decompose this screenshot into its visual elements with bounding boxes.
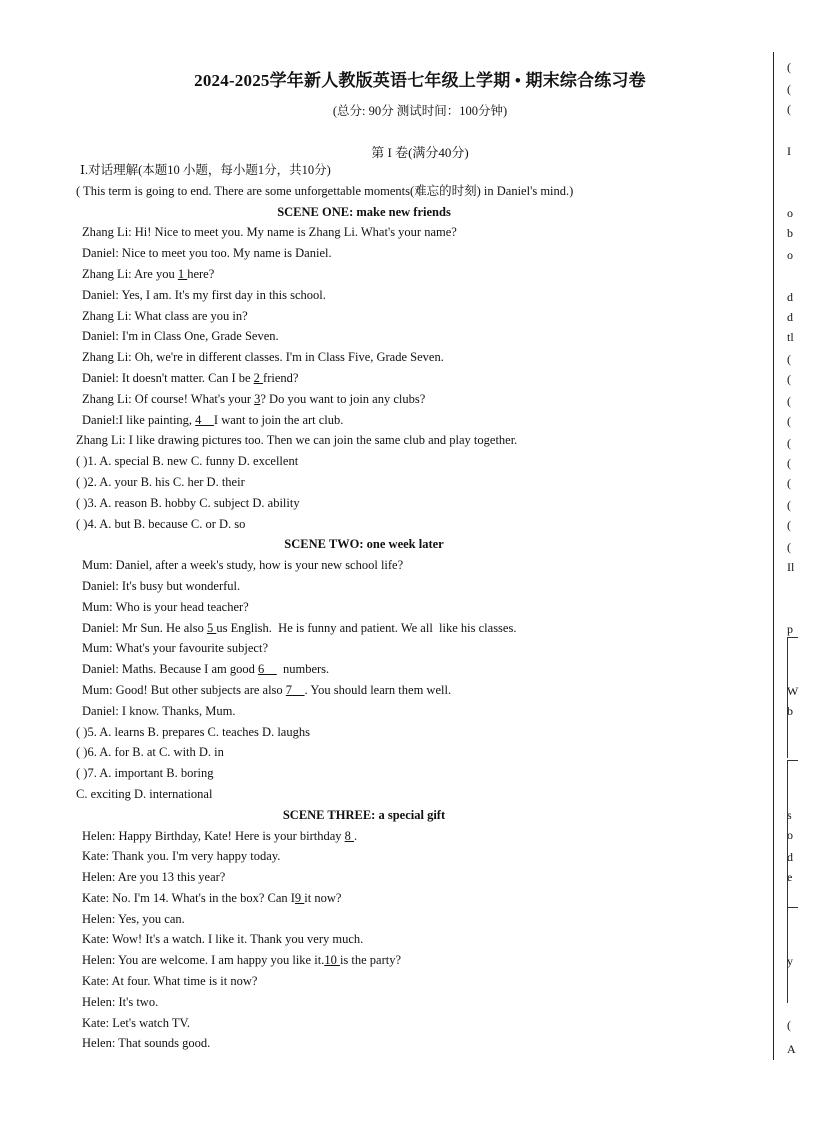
dialogue-text: Kate: No. I'm 14. What's in the box? Can I [82, 890, 295, 905]
column-fragment: ( [787, 540, 791, 554]
dialogue-text: Kate: Let's watch TV. [82, 1015, 191, 1030]
dialogue-line [76, 576, 716, 597]
blank-number: 8 [344, 828, 355, 843]
dialogue-text: Helen: Yes, you can. [82, 911, 185, 926]
dialogue-line [76, 680, 716, 701]
dialogue-text: Kate: Wow! It's a watch. I like it. Thank you very much. [82, 932, 364, 947]
dialogue-text: Daniel: Yes, I am. It's my first day in this school. [82, 287, 326, 302]
column-fragment: e [787, 870, 793, 884]
column-fragment: ( [787, 518, 791, 532]
dialogue-text: Zhang Li: Of course! What's your [82, 391, 255, 406]
column-fragment: o [787, 206, 793, 220]
blank-number: 1 [177, 266, 188, 281]
dialogue-text: here? [187, 266, 215, 281]
section-heading: 第 I 卷(满分40分) [371, 145, 469, 160]
scene-two-options [76, 722, 716, 805]
dialogue-text: Daniel: Mr Sun. He also [82, 620, 207, 635]
dialogue-line [76, 306, 716, 327]
column-fragment: ( [787, 498, 791, 512]
dialogue-text: . You should learn them well. [304, 682, 452, 697]
dialogue-text: Kate: At four. What time is it now? [82, 974, 258, 989]
dialogue-text: Helen: Happy Birthday, Kate! Here is your birthday [82, 828, 345, 843]
dialogue-line [76, 368, 716, 389]
box-border [787, 760, 798, 911]
dialogue-line [76, 243, 716, 264]
blank-number: 6 [258, 662, 277, 677]
box-border [787, 907, 798, 1003]
dialogue-text: Mum: Good! But other subjects are also [82, 682, 286, 697]
dialogue-text: Helen: You are welcome. I am happy you like it. [82, 953, 325, 968]
dialogue-text: . [354, 828, 358, 843]
column-fragment: p [787, 622, 793, 636]
column-fragment: ( [787, 60, 791, 74]
next-column-fragment [773, 52, 799, 1060]
dialogue-line [76, 389, 716, 410]
dialogue-text: Helen: That sounds good. [82, 1036, 211, 1051]
dialogue-line [76, 618, 716, 639]
column-fragment: I [787, 144, 791, 158]
dialogue-text: Daniel: I know. Thanks, Mum. [82, 703, 236, 718]
column-fragment: ( [787, 414, 791, 428]
blank-number: 5 [206, 620, 217, 635]
dialogue-text: Helen: It's two. [82, 994, 159, 1009]
dialogue-text: Zhang Li: What class are you in? [82, 308, 248, 323]
dialogue-line [76, 826, 716, 847]
column-fragment: ( [787, 82, 791, 96]
dialogue-line [76, 950, 716, 971]
column-fragment: tl [787, 330, 794, 344]
blank-number: 2 [253, 370, 264, 385]
column-fragment: s [787, 808, 792, 822]
question-options: ( )1. A. special B. new C. funny D. excellent [76, 454, 299, 469]
dialogue-text: Zhang Li: Hi! Nice to meet you. My name is Zhang Li. What's your name? [82, 225, 457, 240]
column-fragment: y [787, 954, 793, 968]
scene-one-closing: Zhang Li: I like drawing pictures too. Then we can join the same club and play together. [76, 433, 518, 448]
column-fragment: ( [787, 436, 791, 450]
dialogue-text: Daniel: It doesn't matter. Can I be [82, 370, 254, 385]
part-title: Ⅰ.对话理解(本题10 小题，每小题1分，共10分) [80, 163, 331, 177]
dialogue-line [76, 659, 716, 680]
dialogue-line [76, 222, 716, 243]
dialogue-line [76, 285, 716, 306]
column-fragment: d [787, 310, 793, 324]
column-fragment: ( [787, 456, 791, 470]
scene-three-title: SCENE THREE: a special gift [282, 807, 446, 822]
dialogue-text: us English. He is funny and patient. We all like his classes. [216, 620, 517, 635]
column-fragment: b [787, 226, 793, 240]
dialogue-text: Kate: Thank you. I'm very happy today. [82, 849, 281, 864]
dialogue-line [76, 1033, 716, 1054]
column-fragment: ( [787, 394, 791, 408]
dialogue-text: I want to join the art club. [213, 412, 344, 427]
box-border [787, 637, 798, 758]
dialogue-text: it now? [304, 890, 342, 905]
scene-one-title: SCENE ONE: make new friends [277, 204, 451, 219]
column-fragment: o [787, 828, 793, 842]
dialogue-text: Mum: What's your favourite subject? [82, 641, 269, 656]
dialogue-line [76, 638, 716, 659]
blank-number: 10 [324, 953, 340, 968]
dialogue-text: Daniel: I'm in Class One, Grade Seven. [82, 329, 279, 344]
column-fragment: ( [787, 1018, 791, 1032]
dialogue-line [76, 264, 716, 285]
dialogue-line [76, 909, 716, 930]
column-fragment: W [787, 684, 799, 698]
blank-number: 7 [285, 682, 305, 697]
exam-title: 2024-2025学年新人教版英语七年级上学期 • 期末综合练习卷 [194, 71, 646, 90]
dialogue-line [76, 971, 716, 992]
dialogue-text: Zhang Li: Are you [82, 266, 178, 281]
dialogue-text: Daniel: It's busy but wonderful. [82, 578, 241, 593]
dialogue-line [76, 929, 716, 950]
scene-three-dialogue [76, 826, 716, 1055]
question-options: C. exciting D. international [76, 786, 213, 801]
dialogue-line [76, 888, 716, 909]
column-fragment: o [787, 248, 793, 262]
column-fragment: b [787, 704, 793, 718]
question-options: ( )5. A. learns B. prepares C. teaches D. laughs [76, 724, 310, 739]
exam-content [76, 160, 716, 1054]
blank-number: 9 [294, 890, 305, 905]
dialogue-text: numbers. [276, 662, 330, 677]
dialogue-text: is the party? [339, 953, 402, 968]
dialogue-text: Daniel:I like painting, [82, 412, 196, 427]
dialogue-text: Mum: Daniel, after a week's study, how is your new school life? [82, 558, 404, 573]
dialogue-text: Daniel: Maths. Because I am good [82, 662, 258, 677]
dialogue-text: friend? [263, 370, 299, 385]
dialogue-line [76, 701, 716, 722]
column-fragment: ( [787, 476, 791, 490]
dialogue-line [76, 555, 716, 576]
column-fragment: A [787, 1042, 796, 1056]
question-options: ( )2. A. your B. his C. her D. their [76, 474, 245, 489]
dialogue-text: ? Do you want to join any clubs? [260, 391, 426, 406]
dialogue-line [76, 992, 716, 1013]
dialogue-line [76, 326, 716, 347]
dialogue-line [76, 410, 716, 431]
column-fragment: ( [787, 102, 791, 116]
dialogue-text: Zhang Li: Oh, we're in different classes. I'm in Class Five, Grade Seven. [82, 350, 444, 365]
question-options: ( )4. A. but B. because C. or D. so [76, 516, 246, 531]
scene-two-title: SCENE TWO: one week later [284, 537, 444, 552]
column-fragment: ( [787, 372, 791, 386]
dialogue-text: Mum: Who is your head teacher? [82, 599, 249, 614]
dialogue-line [76, 846, 716, 867]
column-fragment: d [787, 290, 793, 304]
question-options: ( )6. A. for B. at C. with D. in [76, 745, 224, 760]
column-fragment: Il [787, 560, 795, 574]
dialogue-text: Daniel: Nice to meet you too. My name is Daniel. [82, 246, 332, 261]
question-options: ( )7. A. important B. boring [76, 766, 214, 781]
dialogue-line [76, 597, 716, 618]
blank-number: 3 [254, 391, 261, 406]
dialogue-line [76, 867, 716, 888]
question-options: ( )3. A. reason B. hobby C. subject D. ability [76, 495, 300, 510]
scene-one-options [76, 451, 716, 534]
dialogue-line [76, 347, 716, 368]
dialogue-line [76, 1013, 716, 1034]
column-fragment: d [787, 850, 793, 864]
blank-number: 4 [195, 412, 214, 427]
exam-subtitle: (总分: 90分 测试时间：100分钟) [332, 104, 508, 118]
part-intro: ( This term is going to end. There are some unforgettable moments(难忘的时刻) in Daniel's mind.) [76, 183, 574, 198]
scene-two-dialogue [76, 555, 716, 721]
dialogue-text: Helen: Are you 13 this year? [82, 870, 226, 885]
scene-one-dialogue [76, 222, 716, 430]
column-fragment: ( [787, 352, 791, 366]
